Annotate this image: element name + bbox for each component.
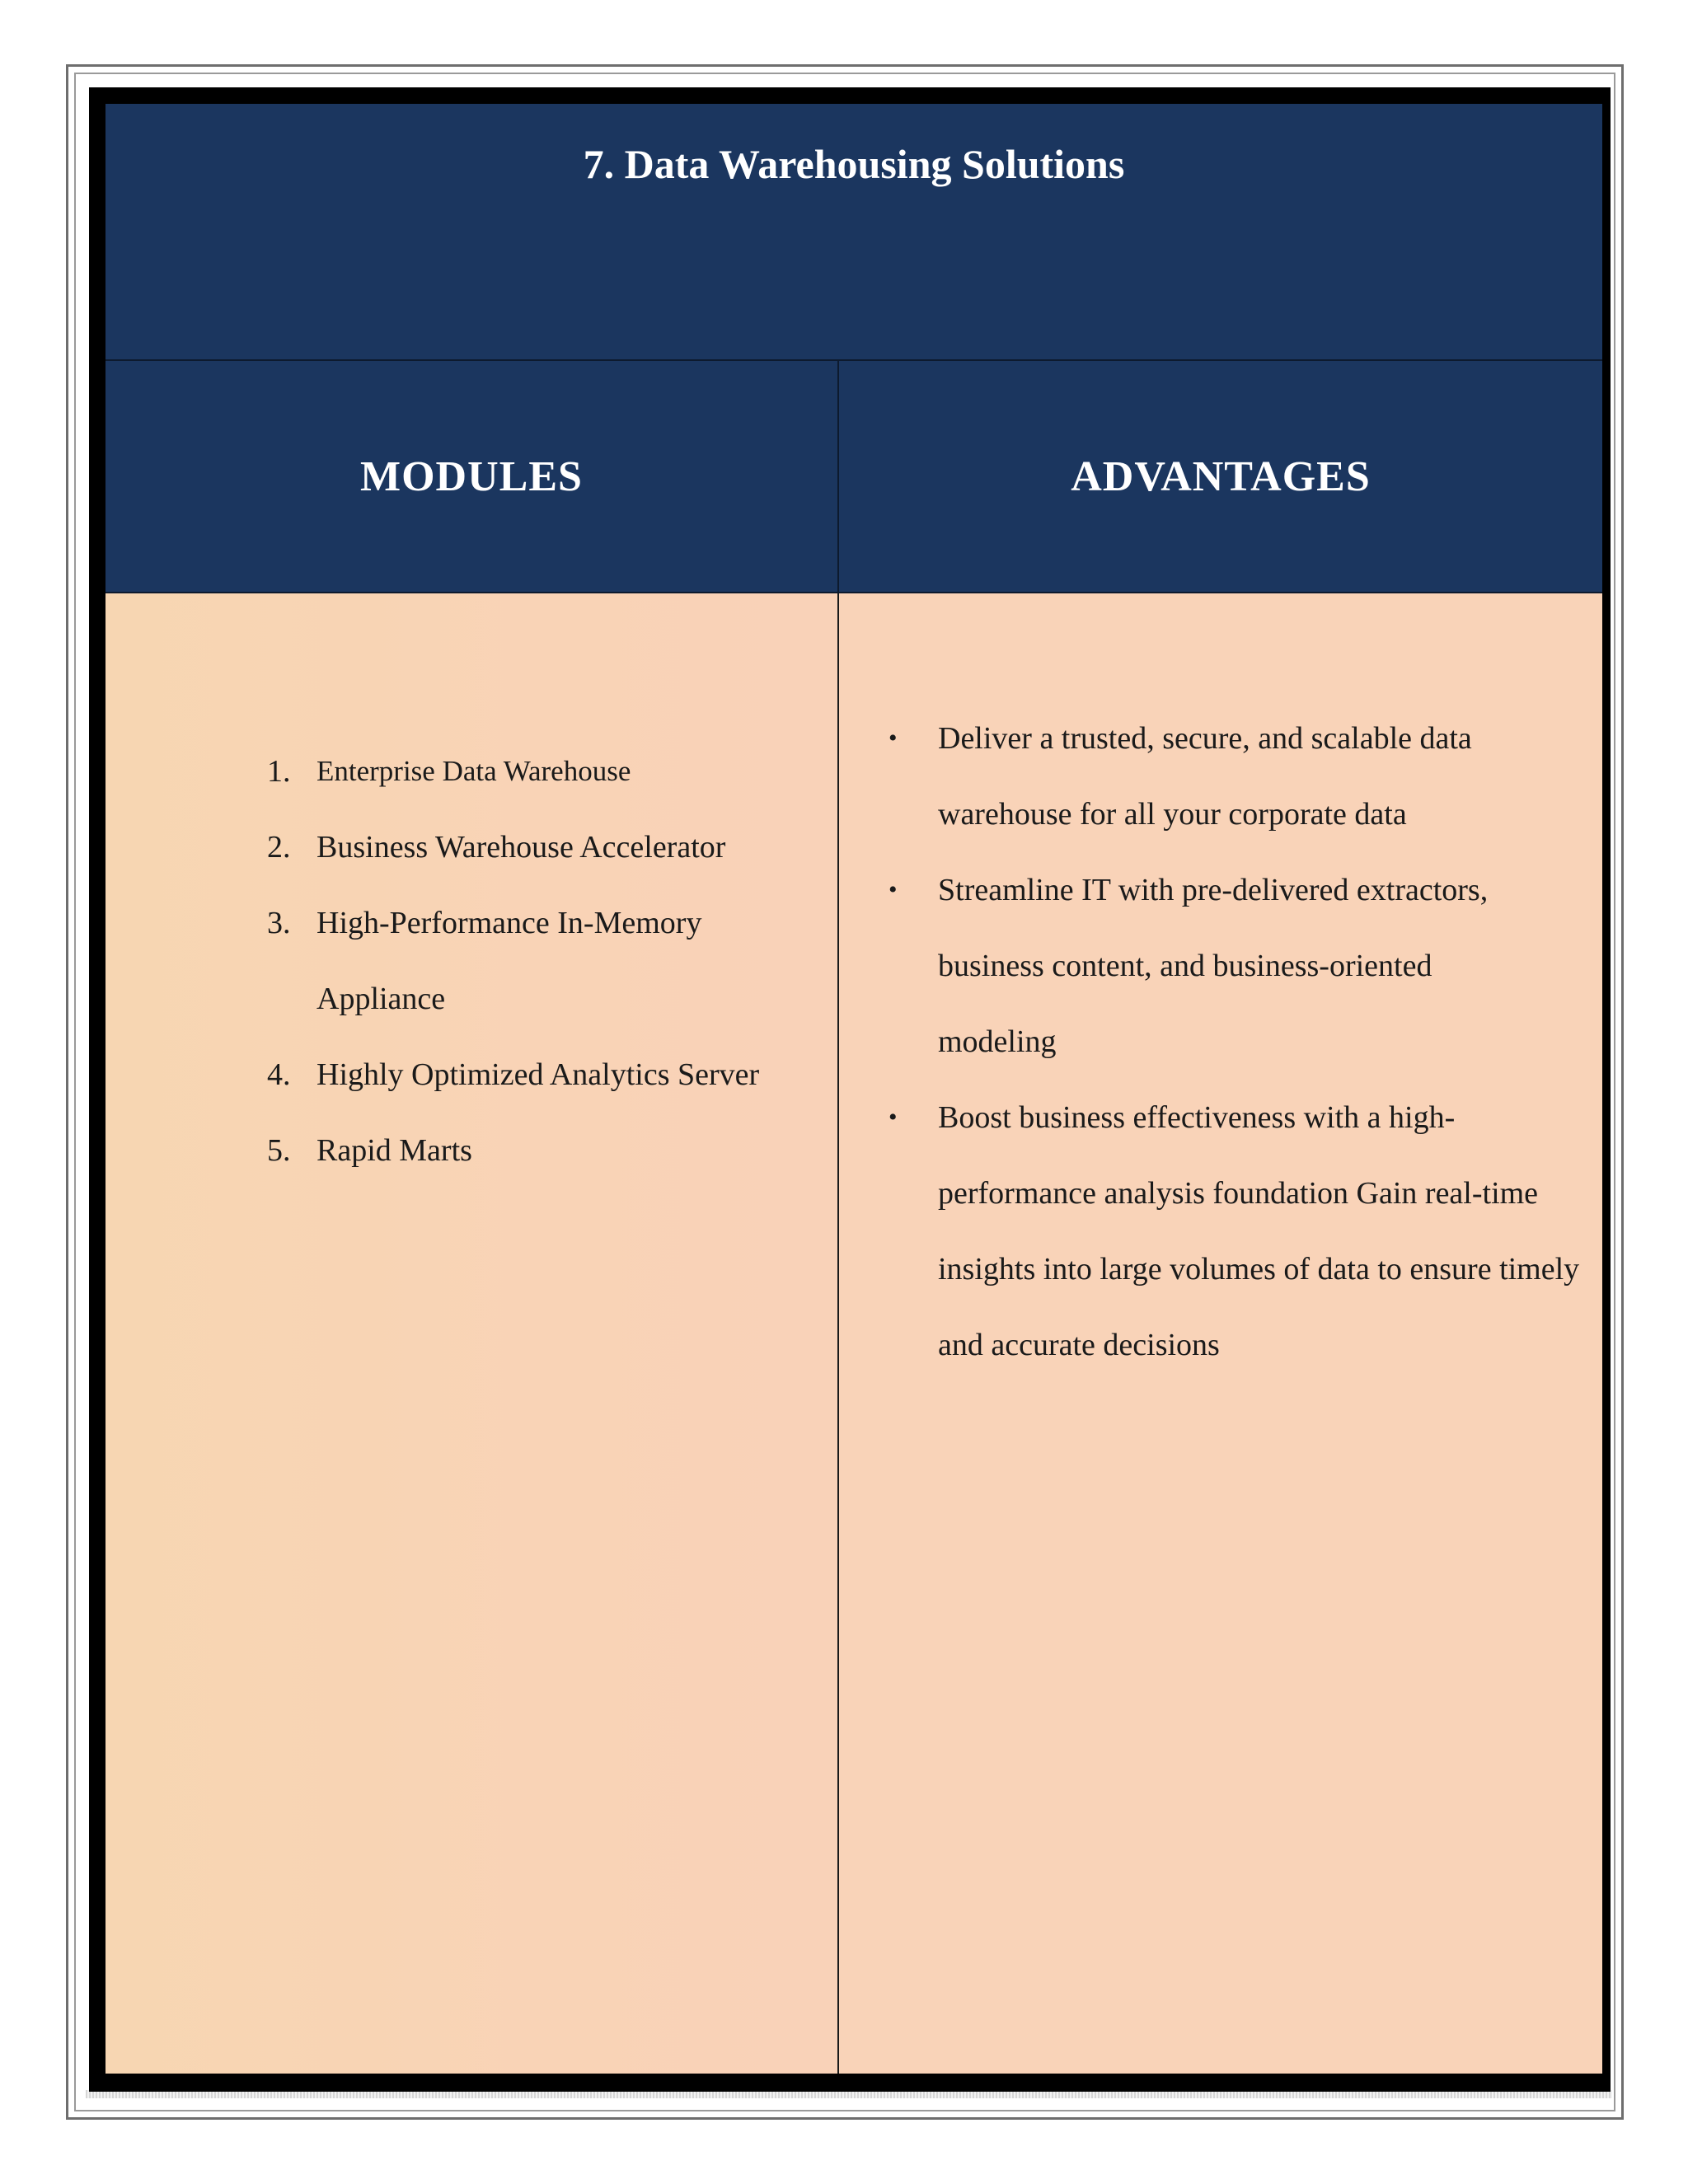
advantage-text: Deliver a trusted, secure, and scalable data warehouse for all your corporate data <box>938 721 1472 832</box>
table-inner <box>106 104 1602 2074</box>
module-number: 2. <box>267 830 291 865</box>
advantages-header: ADVANTAGES <box>1071 452 1371 500</box>
module-item <box>267 809 828 885</box>
column-header-row <box>106 361 1602 593</box>
content-row <box>106 593 1602 2074</box>
module-label: Rapid Marts <box>316 1133 472 1168</box>
modules-header: MODULES <box>106 361 839 592</box>
module-label: Highly Optimized Analytics Server <box>316 1057 760 1092</box>
module-number: 1. <box>267 754 291 789</box>
module-number: 4. <box>267 1057 291 1092</box>
module-item <box>267 1037 828 1113</box>
advantages-cell <box>839 593 1602 2074</box>
bullet-icon: • <box>889 1104 898 1131</box>
module-label: Enterprise Data Warehouse <box>316 755 631 787</box>
advantage-item <box>889 852 1581 1080</box>
advantage-text: Boost business effectiveness with a high-performance analysis foundation Gain real-time insights into large volumes of data to ensure timely and accurate decisions <box>938 1100 1580 1362</box>
modules-list <box>267 733 828 1188</box>
module-label: High-Performance In-Memory Appliance <box>316 906 702 1016</box>
solutions-table <box>89 87 1611 2092</box>
module-item <box>267 733 828 809</box>
module-number: 3. <box>267 906 291 940</box>
modules-cell <box>106 593 839 2074</box>
advantage-item <box>889 701 1581 852</box>
module-label: Business Warehouse Accelerator <box>316 830 726 865</box>
page-title: 7. Data Warehousing Solutions <box>583 141 1125 187</box>
bullet-icon: • <box>889 724 898 752</box>
bullet-icon: • <box>889 876 898 903</box>
advantages-list <box>889 701 1581 1383</box>
module-number: 5. <box>267 1133 291 1168</box>
title-row <box>106 104 1602 361</box>
module-item <box>267 885 828 1037</box>
advantage-text: Streamline IT with pre-delivered extractors, business content, and business-oriented modeling <box>938 873 1489 1059</box>
module-item <box>267 1113 828 1188</box>
advantage-item <box>889 1080 1581 1383</box>
